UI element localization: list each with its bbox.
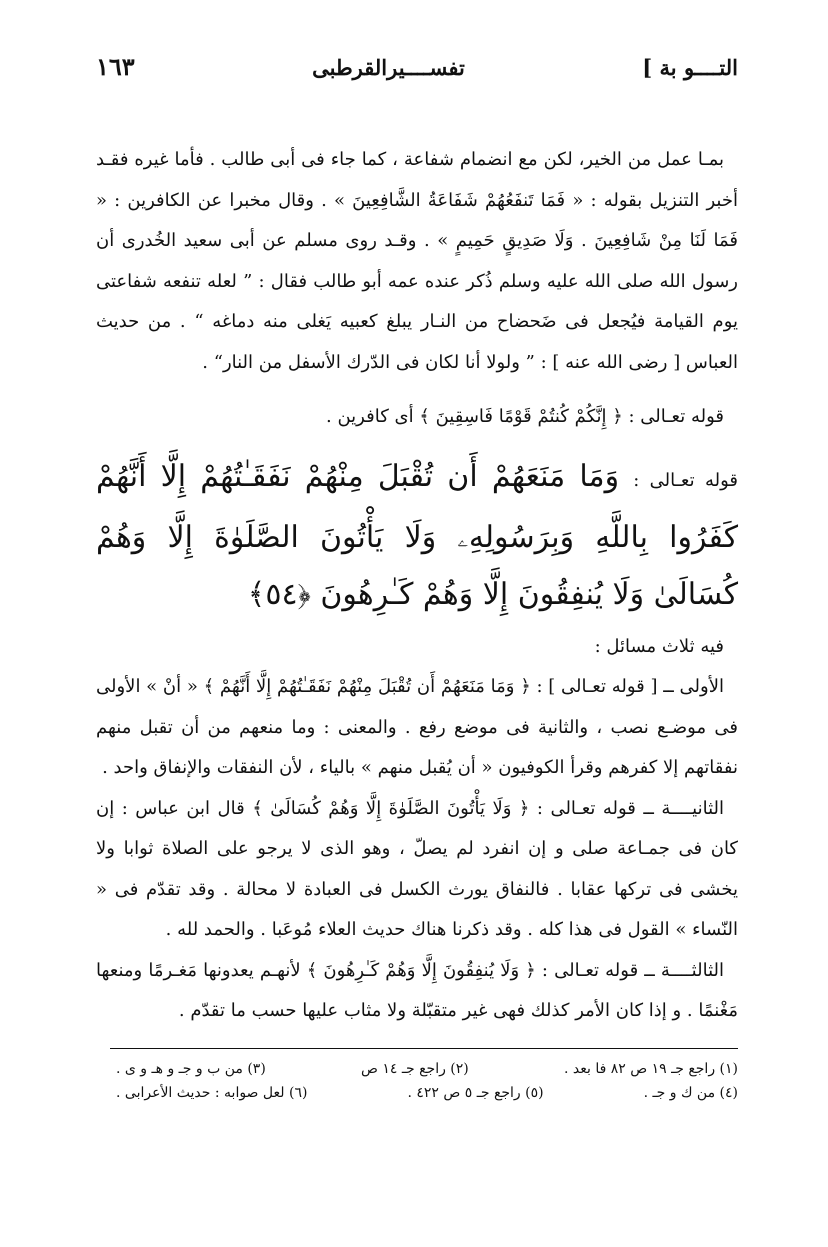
footnote-2: (٢) راجع جـ ١٤ ص xyxy=(361,1060,469,1077)
running-header xyxy=(96,52,738,92)
masail-heading: فيه ثلاث مسائل : xyxy=(594,635,724,657)
verse-text: وَمَا مَنَعَهُمْ أَن تُقْبَلَ مِنْهُمْ نَفَقَـٰتُهُمْ إِلَّا أَنَّهُمْ كَفَرُوا بِاللَّهِ وَبِرَسُولِهِۦ وَلَا يَأْتُونَ الصَّلَوٰةَ إِلَّا وَهُمْ كُسَالَىٰ وَلَا يُنفِقُونَ إِلَّا وَهُمْ كَـٰرِهُونَ ﴿٥٤﴾ xyxy=(96,458,738,612)
page-body xyxy=(96,140,738,1032)
surah-name: التــــو بة ] xyxy=(642,55,738,80)
footnote-4: (٤) من ك و جـ . xyxy=(643,1084,738,1101)
footnote-3: (٣) من ب و جـ و هـ و ى . xyxy=(116,1060,266,1077)
footnotes xyxy=(96,1057,738,1105)
mas-ala-first: الأولى ــ [ قوله تعـالى ] : ﴿ وَمَا مَنَعَهُمْ أَن تُقْبَلَ مِنْهُمْ نَفَقَـٰتُهُمْ إِلَّا أَنَّهُمْ ﴾ « أنْ » الأولى فى موضـع نصب ، والثانية فى موضع رفع . والمعنى : وما منعهم من أن تقبل منهم نفقاتهم إلا كفرهم وقرأ الكوفيون « أن يُقبل منهم » بالياء ، لأن النفقات والإنفاق واحد . xyxy=(96,676,738,778)
footnote-row xyxy=(96,1081,738,1105)
book-title: تفســــيرالقرطبى xyxy=(312,55,465,80)
footnote-1: (١) راجع جـ ١٩ ص ٨٢ فا بعد . xyxy=(563,1060,738,1077)
quran-verse xyxy=(96,448,738,623)
verse-intro-line: قوله تعـالى : ﴿ إِنَّكُمْ كُنتُمْ قَوْمًا فَاسِقِينَ ﴾ أى كافرين . xyxy=(326,406,724,427)
book-page xyxy=(96,52,738,1202)
page-number: ١٦٣ xyxy=(96,52,135,81)
verse-lead: قوله تعـالى : xyxy=(633,469,738,491)
footnote-5: (٥) راجع جـ ٥ ص ٤٢٢ . xyxy=(407,1084,544,1101)
paragraph-intro: بمـا عمل من الخير، لكن مع انضمام شفاعة ، كما جاء فى أبى طالب . فأما غيره فقـد أخبر التنزيل بقوله : « فَمَا تَنفَعُهُمْ شَفَاعَةُ الشَّافِعِينَ » . وقال مخبرا عن الكافرين : « فَمَا لَنَا مِنْ شَافِعِينَ . وَلَا صَدِيقٍ حَمِيمٍ » . وقـد روى مسلم عن أبى سعيد الخُدرى أن رسول الله صلى الله عليه وسلم ذُكر عنده عمه أبو طالب فقال : ” لعله تنفعه شفاعتى يوم القيامة فيُجعل فى ضَحضاح من النـار يبلغ كعبيه يَغلى منه دماغه “ . من حديث العباس [ رضى الله عنه ] : ” ولولا أنا لكان فى الدّرك الأسفل من النار“ . xyxy=(96,149,738,373)
mas-ala-second: الثانيــــة ــ قوله تعـالى : ﴿ وَلَا يَأْتُونَ الصَّلَوٰةَ إِلَّا وَهُمْ كُسَالَىٰ ﴾ قال ابن عباس : إن كان فى جمـاعة صلى و إن انفرد لم يصلّ ، وهو الذى لا يرجو على الصلاة ثوابا ولا يخشى فى تركها عقابا . فالنفاق يورث الكسل فى العبادة لا محالة . وقد تقدّم فى « النّساء » القول فى هذا كله . وقد ذكرنا هناك حديث العلاء مُوعَبا . والحمد لله . xyxy=(96,797,738,940)
mas-ala-third: الثالثــــة ــ قوله تعـالى : ﴿ وَلَا يُنفِقُونَ إِلَّا وَهُمْ كَـٰرِهُونَ ﴾ لأنهـم يعدونها مَغـرمًا ومنعها مَغْنمًا . و إذا كان الأمر كذلك فهى غير متقبّلة ولا مثاب عليها حسب ما تقدّم . xyxy=(96,959,738,1021)
footnote-divider xyxy=(110,1048,738,1049)
footnote-6: (٦) لعل صوابه : حديث الأعرابى . xyxy=(116,1084,308,1101)
footnote-row xyxy=(96,1057,738,1081)
